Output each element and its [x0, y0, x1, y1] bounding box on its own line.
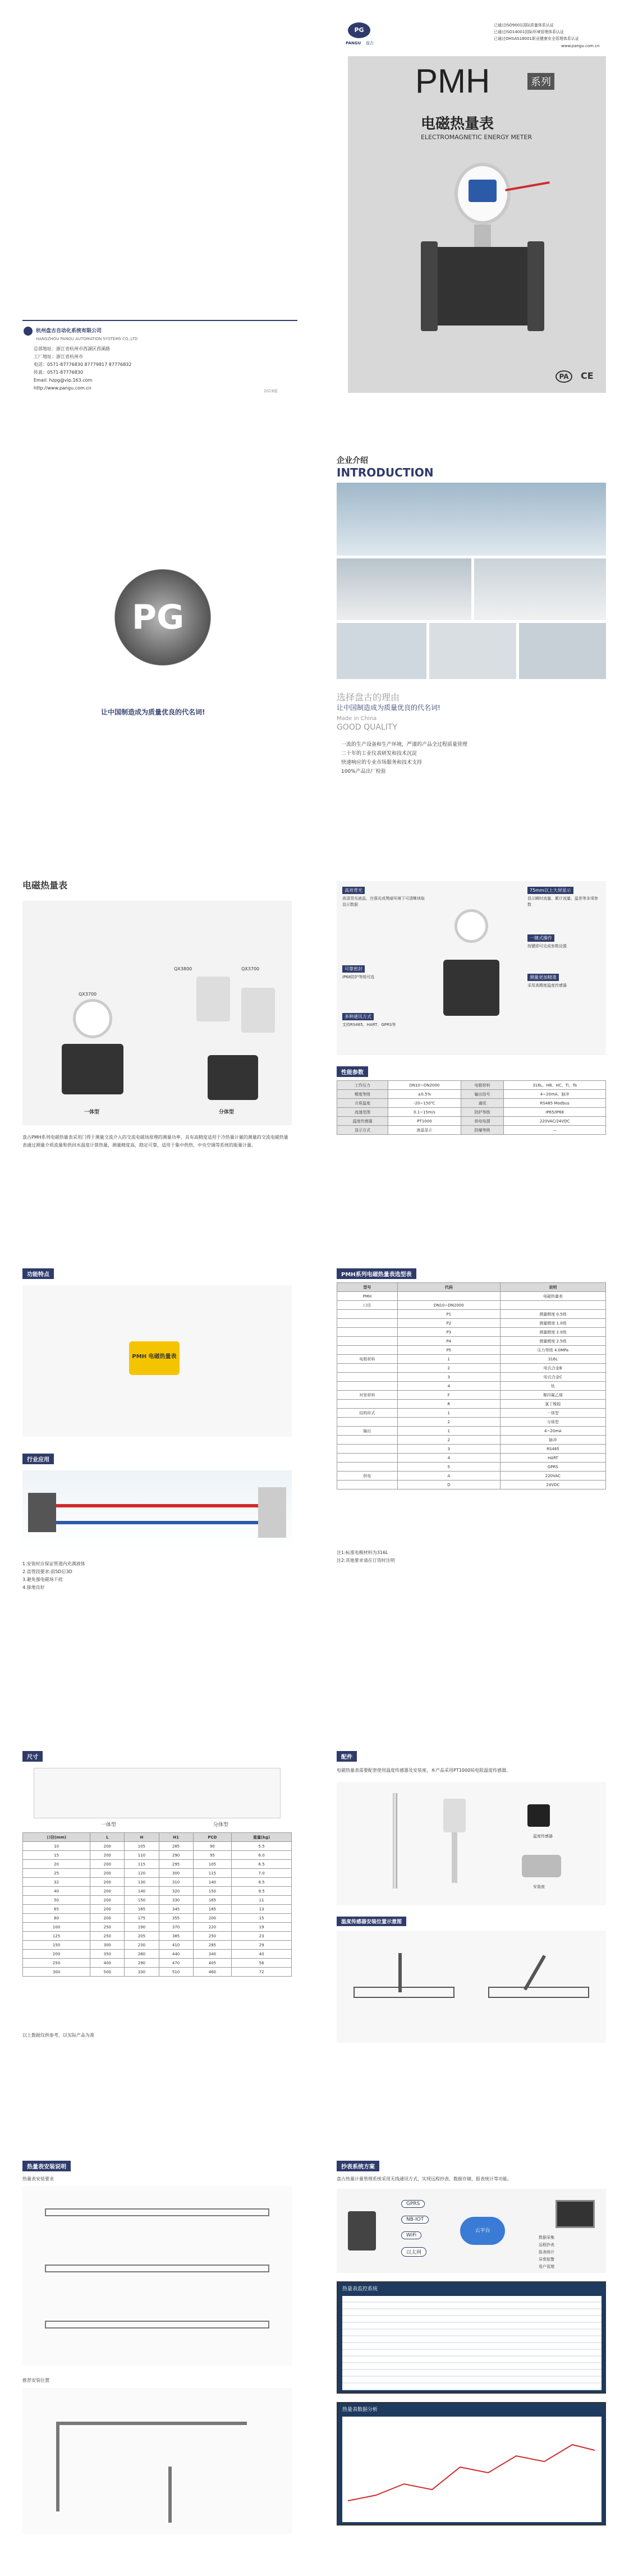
factory-photo-3	[474, 558, 606, 620]
reason-bullet-4: 100%产品出厂检验	[341, 769, 386, 774]
selection-note-1: 注1:标准电极材料为316L	[337, 1550, 388, 1555]
factory-photo-1	[337, 483, 606, 556]
sensor-fitting	[522, 1855, 561, 1877]
table-row: D 24VDC	[337, 1480, 606, 1489]
table-row: 4 HART	[337, 1454, 606, 1463]
table-row: 20 200 115 295 105 6.5	[23, 1860, 292, 1869]
table-row: 输出 1 4~20mA	[337, 1427, 606, 1436]
right-item-3: 报表统计	[539, 2250, 554, 2254]
function-left	[0, 1235, 314, 1650]
table-row: 150 300 230 410 285 29	[23, 1941, 292, 1950]
address-2: 工厂地址：浙江省杭州市	[34, 354, 83, 359]
model-title: PMH	[415, 62, 490, 100]
feature-5-text: 采用高精度温度传感器	[527, 983, 567, 988]
pa-mark: PA	[555, 370, 572, 383]
cover-left-band	[22, 320, 297, 321]
cover-left	[0, 0, 314, 427]
screen2-title: 热量表数据分析	[342, 2407, 378, 2413]
reason-bullet-3: 快速响应的专业市场服务和技术支持	[341, 760, 423, 766]
selection-note-2: 注2:其他要求请在订货时注明	[337, 1558, 395, 1563]
table-row: 80 200 175 355 200 15	[23, 1914, 292, 1923]
address-5: Email: hzpg@vip.163.com	[34, 378, 93, 383]
install-position-title: 温度传感器安装位置示意图	[337, 1917, 406, 1926]
factory-photo-5	[429, 623, 516, 679]
table-row: P5 压力等级 4.0MPa	[337, 1346, 606, 1355]
app-note-3: 3.避免强电磁场干扰	[22, 1577, 63, 1582]
feature-4-title: 可靠密封	[342, 965, 365, 973]
function-section	[0, 1235, 629, 1650]
net-item-2: NB-IOT	[401, 2216, 429, 2224]
table-row: 供电 A 220VAC	[337, 1472, 606, 1480]
table-row: P2 测量精度 1.0级	[337, 1319, 606, 1328]
product-description: 盘古PMH系列电磁热量表采用门得于测量交流介入的交流电磁场原理的测量功率，具有高精度适用于冷热量计量的测量的交流电磁热量表通过测量介质流量和供回水温度计算热量，测量精度高，稳定可靠，适用于集中供热、中央空调等系统的能量计量。	[22, 1135, 288, 1148]
screen1-title: 热量表监控系统	[342, 2286, 378, 2292]
company-name-en: HANGZHOU PANGU AUTOMATION SYSTEMS CO.,LTD	[36, 337, 138, 341]
feature-3-title: 一键式操作	[527, 934, 554, 942]
intro-title-en: INTRODUCTION	[337, 466, 434, 479]
application-title: 行业应用	[22, 1454, 54, 1464]
sensor-body	[452, 1832, 457, 1883]
software-screen-2	[337, 2402, 606, 2525]
sensor-probe	[393, 1793, 397, 1889]
table-row: 3 哈氏合金C	[337, 1373, 606, 1382]
table-row: 显示方式 液晶显示 防爆等级 —	[337, 1126, 606, 1135]
table-row: 15 200 110 290 95 6.0	[23, 1851, 292, 1860]
table-row: 65 200 165 345 185 13	[23, 1905, 292, 1914]
table-row: 50 200 150 330 165 11	[23, 1896, 292, 1905]
table-row: P3 测量精度 2.0级	[337, 1328, 606, 1337]
company-name: 杭州盘古自动化系统有限公司	[36, 328, 102, 334]
table-row: 电极材料 1 316L	[337, 1355, 606, 1364]
accessory-item-1: 温度传感器	[533, 1834, 553, 1839]
table-row: 精度等级 ±0.5% 输出信号 4~20mA、脉冲	[337, 1090, 606, 1099]
product-left	[0, 831, 314, 1235]
edition-label: 2019版	[264, 389, 278, 393]
sensor-black-cap	[527, 1804, 550, 1827]
feature-1-text: 高清背光液晶，在强光或黑暗环境下可清晰读取显示数据	[342, 896, 425, 907]
feature-3-text: 按键即可完成参数设置	[527, 944, 567, 948]
table-row: 125 250 205 385 250 23	[23, 1932, 292, 1941]
accessory-text: 电磁热量表需要配套使用温度传感器及安装座，本产品采用PT1000铂电阻温度传感器。	[337, 1768, 511, 1773]
install-left	[0, 2110, 314, 2576]
feature-1-title: 高亮背光	[342, 887, 365, 894]
factory-photo-6	[519, 623, 606, 679]
table-row: 2 哈氏合金B	[337, 1364, 606, 1373]
table-row: 40 200 140 320 150 9.5	[23, 1887, 292, 1896]
model-label-2: QX3800	[174, 966, 192, 971]
selection-right	[314, 1235, 629, 1650]
feature-meter-image	[438, 909, 505, 1021]
table-row: 衬里材料 F 聚四氟乙烯	[337, 1391, 606, 1400]
table-row: 4 钛	[337, 1382, 606, 1391]
logo-text: PANGU	[346, 41, 361, 45]
app-note-4: 4.接地良好	[22, 1585, 45, 1590]
table-row: 流速范围 0.1~15m/s 防护等级 IP65/IP68	[337, 1108, 606, 1117]
feature-6-text: 支持RS485、HART、GPRS等	[342, 1023, 396, 1027]
meter-integrated	[50, 999, 135, 1100]
ce-mark: CE	[581, 370, 594, 381]
software-screen-1	[337, 2281, 606, 2394]
selection-title: PMH系列电磁热量表选型表	[337, 1268, 416, 1279]
install-title: 热量表安装说明	[22, 2161, 71, 2171]
selection-table	[337, 1282, 606, 1489]
trend-chart	[342, 2417, 602, 2522]
reason-title: 选择盘古的理由	[337, 692, 400, 703]
table-row: 32 200 130 310 140 8.5	[23, 1878, 292, 1887]
dimension-left	[0, 1650, 314, 2110]
feature-4-text: IP68防护等级可选	[342, 975, 375, 979]
address-1: 总部地址：浙江省杭州市西湖区西溪路	[34, 346, 110, 351]
feature-2-text: 显示瞬时流量、累计流量、温差等多项参数	[527, 896, 598, 907]
reason-subtitle: 让中国制造成为质量优良的代名词!	[337, 704, 440, 712]
dimension-note: 以上数据仅供参考，以实际产品为准	[22, 2033, 94, 2038]
intro-slogan: 让中国制造成为质量优良的代名词!	[101, 708, 205, 716]
sensor-head	[443, 1799, 466, 1832]
system-section	[0, 2110, 629, 2576]
type-label-split: 分体型	[219, 1110, 235, 1115]
app-note-2: 2.直管段要求:前5D后3D	[22, 1569, 72, 1574]
series-badge: 系列	[527, 73, 554, 90]
meter-image	[415, 163, 561, 342]
net-item-1: GPRS	[401, 2200, 425, 2208]
model-label-3: QX3700	[241, 966, 260, 971]
table-row: 200 350 260 440 340 40	[23, 1950, 292, 1959]
system-title: 抄表系统方案	[337, 2161, 379, 2171]
cover-section	[0, 0, 629, 427]
table-row: 温度传感器 PT1000 供电电源 220VAC/24VDC	[337, 1117, 606, 1126]
table-header: 型号 代码 说明	[337, 1283, 606, 1292]
function-title: 功能特点	[22, 1268, 54, 1279]
install-subtitle-1: 热量表安装要求	[22, 2176, 54, 2181]
table-row: 2 脉冲	[337, 1436, 606, 1445]
intro-section	[0, 427, 629, 831]
product-section	[0, 831, 629, 1235]
model-label-1: QX3700	[79, 992, 97, 997]
dimension-table	[22, 1832, 292, 1977]
table-row: 5 GPRS	[337, 1463, 606, 1472]
company-logo-small	[24, 327, 33, 336]
monitor-icon	[555, 2200, 595, 2228]
intro-left	[0, 427, 314, 831]
install-subtitle-2: 推荐安装位置	[22, 2378, 49, 2383]
accessory-right	[314, 1650, 629, 2110]
right-item-4: 异常报警	[539, 2257, 554, 2262]
install-diagram-1	[22, 2186, 292, 2366]
cert-line-4: www.pangu.com.cn	[561, 44, 600, 48]
dim-label-integrated: 一体型	[101, 1822, 117, 1828]
factory-photo-4	[337, 623, 426, 679]
app-note-1: 1.安装时应保证管道内充满液体	[22, 1561, 85, 1566]
table-row: P1 测量精度 0.5级	[337, 1310, 606, 1319]
cover-right	[314, 0, 629, 427]
type-label-integrated: 一体型	[84, 1110, 100, 1115]
install-position-diagram	[337, 1931, 606, 2043]
params-table	[337, 1080, 606, 1135]
product-title: 电磁热量表	[22, 880, 68, 891]
reason-bullet-1: 一流的生产设备和生产环境，严谨的产品全过程质量管理	[341, 742, 468, 748]
table-row: 3 RS485	[337, 1445, 606, 1454]
right-item-5: 用户管理	[539, 2265, 554, 2269]
table-row: 2 分体型	[337, 1418, 606, 1427]
params-title: 性能参数	[337, 1066, 368, 1077]
accessory-title: 配件	[337, 1751, 357, 1762]
table-row: 300 500 330 510 460 72	[23, 1968, 292, 1977]
table-row: 结构形式 1 一体型	[337, 1409, 606, 1418]
table-row: PMH 电磁热量表	[337, 1292, 606, 1301]
net-item-4: 以太网	[401, 2247, 426, 2257]
table-row: 工作压力 DN10~DN2000 电极材料 316L、HB、HC、Ti、Ta	[337, 1081, 606, 1090]
table-header: 口径(mm) L H H1 PCD 重量(kg)	[23, 1833, 292, 1842]
product-right	[314, 831, 629, 1235]
dimension-drawing	[34, 1768, 281, 1818]
reason-bullet-2: 二十年的工业仪表研发和技术沉淀	[341, 751, 417, 757]
feature-2-title: 75mm以上大屏显示	[527, 887, 573, 894]
dimension-section	[0, 1650, 629, 2110]
table-row: P4 测量精度 2.5级	[337, 1337, 606, 1346]
accessory-image-panel	[337, 1782, 606, 1905]
pangu-logo: PG	[348, 22, 370, 38]
address-6: http://www.pangu.com.cn	[34, 386, 91, 391]
right-item-1: 数据采集	[539, 2235, 554, 2240]
install-diagram-2	[22, 2388, 292, 2534]
product-title-cn: 电磁热量表	[421, 116, 494, 132]
table-row: 10 200 105 285 90 5.5	[23, 1842, 292, 1851]
table-row: 25 200 120 300 115 7.0	[23, 1869, 292, 1878]
intro-right	[314, 427, 629, 831]
feature-5-title: 测量更加精准	[527, 974, 559, 981]
cert-line-2: 已通过ISO14001国际环境管理体系认证	[494, 30, 564, 34]
meter-split	[185, 977, 275, 1106]
dim-label-split: 分体型	[213, 1822, 229, 1828]
pg-graphic-text: PG	[132, 598, 185, 637]
meter-thumb	[348, 2211, 376, 2250]
factory-photo-2	[337, 558, 471, 620]
cert-line-3: 已通过OHSAS18001职业健康安全管理体系认证	[494, 36, 579, 41]
function-center-badge: PMH 电磁热量表	[129, 1341, 180, 1375]
table-row: R 氯丁橡胶	[337, 1400, 606, 1409]
right-item-2: 远程抄表	[539, 2243, 554, 2247]
net-item-3: WiFi	[401, 2231, 421, 2239]
application-diagram	[22, 1470, 292, 1549]
feature-6-title: 多种通讯方式	[342, 1013, 374, 1020]
logo-text-cn: 盘古	[366, 41, 374, 45]
system-text: 盘古热量计量管理系统采用无线通讯方式，实现远程抄表、数据存储、报表统计等功能。	[337, 2176, 512, 2181]
address-3: 电话：0571-87776830 87779817 87776832	[34, 362, 132, 367]
table-row: 口径 DN10~DN2000	[337, 1301, 606, 1310]
made-in-china: Made in China	[337, 716, 377, 722]
cert-line-1: 已通过ISO9001国际质量体系认证	[494, 23, 554, 27]
table-row: 介质温度 -20~150℃ 通讯 RS485 Modbus	[337, 1099, 606, 1108]
good-quality: GOOD QUALITY	[337, 723, 397, 732]
intro-title-cn: 企业介绍	[337, 456, 368, 465]
table-row: 250 400 290 470 405 56	[23, 1959, 292, 1968]
system-right	[314, 2110, 629, 2576]
address-4: 传真：0571-87776830	[34, 370, 83, 375]
product-title-en: ELECTROMAGNETIC ENERGY METER	[421, 134, 532, 141]
accessory-item-2: 安装座	[533, 1885, 545, 1889]
system-diagram	[337, 2189, 606, 2273]
table-row: 100 250 190 370 220 19	[23, 1923, 292, 1932]
dimension-title: 尺寸	[22, 1751, 43, 1762]
cloud-icon: 云平台	[460, 2217, 505, 2245]
